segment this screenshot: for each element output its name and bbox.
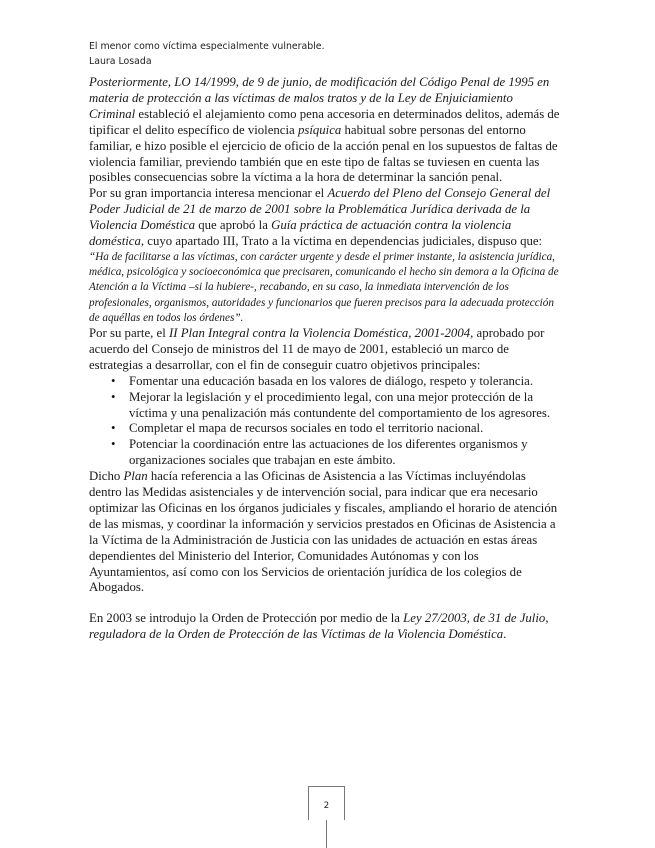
header-author: Laura Losada	[89, 55, 152, 67]
ley-reference: Ley 27/2003, de 31 de Julio, reguladora de la Orden de Protección de las Víctimas de la Violencia Doméstica	[89, 611, 549, 642]
paragraph-lo-1999	[89, 75, 561, 186]
list-item: • Potenciar la coordinación entre las actuaciones de los diferentes organismos y organizaciones sociales que trabajan en este ámbito.	[89, 437, 561, 469]
emphasis-text: Plan	[123, 469, 148, 484]
paragraph-text: En 2003 se introdujo la Orden de Protección por medio de la	[89, 611, 404, 626]
document-body	[89, 75, 561, 643]
paragraph-text: que aprobó la	[195, 218, 272, 233]
acuerdo-reference: Acuerdo del Pleno del Consejo General del Poder Judicial de 21 de marzo de 2001 sobre la Problemática Jurídica derivada de la Violencia Doméstica	[89, 186, 551, 233]
paragraph-oficinas	[89, 469, 561, 596]
paragraph-text: hacía referencia a las Oficinas de Asistencia a las Víctimas incluyéndolas dentro las Medidas asistenciales y de intervención social, para indicar que era necesario optimizar las Oficinas en los órganos judiciales y fiscales, ampliando el horario de atención de las mismas, y coordinar la información y servicios prestados en Oficinas de Asistencia a la Víctima de la Administración de Justicia con las unidades de actuación en estas áreas dependientes del Ministerio del Interior, Comunidades Autónomas y con los Ayuntamientos, así como con los Servicios de orientación jurídica de los colegios de Abogados.	[89, 469, 558, 595]
paragraph-plan-integral	[89, 326, 561, 374]
page-number-box	[308, 786, 345, 820]
page-header	[89, 40, 325, 69]
paragraph-orden-proteccion	[89, 611, 561, 643]
emphasis-text: psíquica	[297, 122, 342, 137]
plan-reference: II Plan Integral contra la Violencia Doméstica, 2001-2004	[168, 325, 471, 340]
paragraph-text: Dicho	[89, 469, 124, 484]
paragraph-text: Por su parte, el	[89, 325, 169, 340]
paragraph-spacer	[89, 596, 561, 611]
paragraph-text: , cuyo apartado III, Trato a la víctima en dependencias judiciales, dispuso que:	[140, 234, 543, 249]
paragraph-text: estableció el alejamiento como pena accesoria en determinados delitos, además de tipificar el delito específico de violencia	[89, 106, 560, 137]
list-item: • Mejorar la legislación y el procedimiento legal, con una mejor protección de la víctima y una penalización más contundente del comportamiento de los agresores.	[89, 390, 561, 422]
law-reference: Posteriormente, LO 14/1999, de 9 de junio, de modificación del Código Penal de 1995 en materia de protección a las víctimas de malos tratos y de la Ley de Enjuiciamiento Criminal	[89, 75, 550, 121]
objectives-list	[89, 374, 561, 469]
paragraph-text: , aprobado por acuerdo del Consejo de ministros del 11 de mayo de 2001, estableció un marco de estrategias a desarrollar, con el fin de conseguir cuatro objetivos principales:	[89, 325, 545, 372]
paragraph-text: .	[503, 627, 507, 642]
page-number: 2	[323, 801, 330, 811]
paragraph-acuerdo	[89, 186, 561, 250]
paragraph-text: habitual sobre personas del entorno familiar, e hizo posible el ejercicio de oficio de la acción penal en los supuestos de faltas de violencia familiar, previendo también que en este tipo de faltas se tuviesen en cuenta las posibles consecuencias sobre la víctima a la hora de determinar la sanción penal.	[89, 122, 558, 185]
list-item: • Completar el mapa de recursos sociales en todo el territorio nacional.	[89, 421, 561, 437]
paragraph-text: Por su gran importancia interesa mencionar el	[89, 186, 328, 201]
guia-reference: Guía práctica de actuación contra la violencia doméstica	[89, 218, 512, 249]
list-item: • Fomentar una educación basada en los valores de diálogo, respeto y tolerancia.	[89, 374, 561, 390]
block-quote: “Ha de facilitarse a las víctimas, con carácter urgente y desde el primer instante, la asistencia jurídica, médica, psicológica y socioeconómica que precisaren, comunicando el hecho sin demora a la Oficina de Atención a la Víctima –si la hubiere-, recabando, en su caso, la inmediata intervención de los profesionales, organismos, autoridades y funcionarios que fueren precisos para la adecuada protección de aquéllas en todos los órdenes”.	[89, 250, 559, 324]
page-number-line	[326, 820, 327, 848]
header-title: El menor como víctima especialmente vulnerable.	[89, 41, 325, 52]
